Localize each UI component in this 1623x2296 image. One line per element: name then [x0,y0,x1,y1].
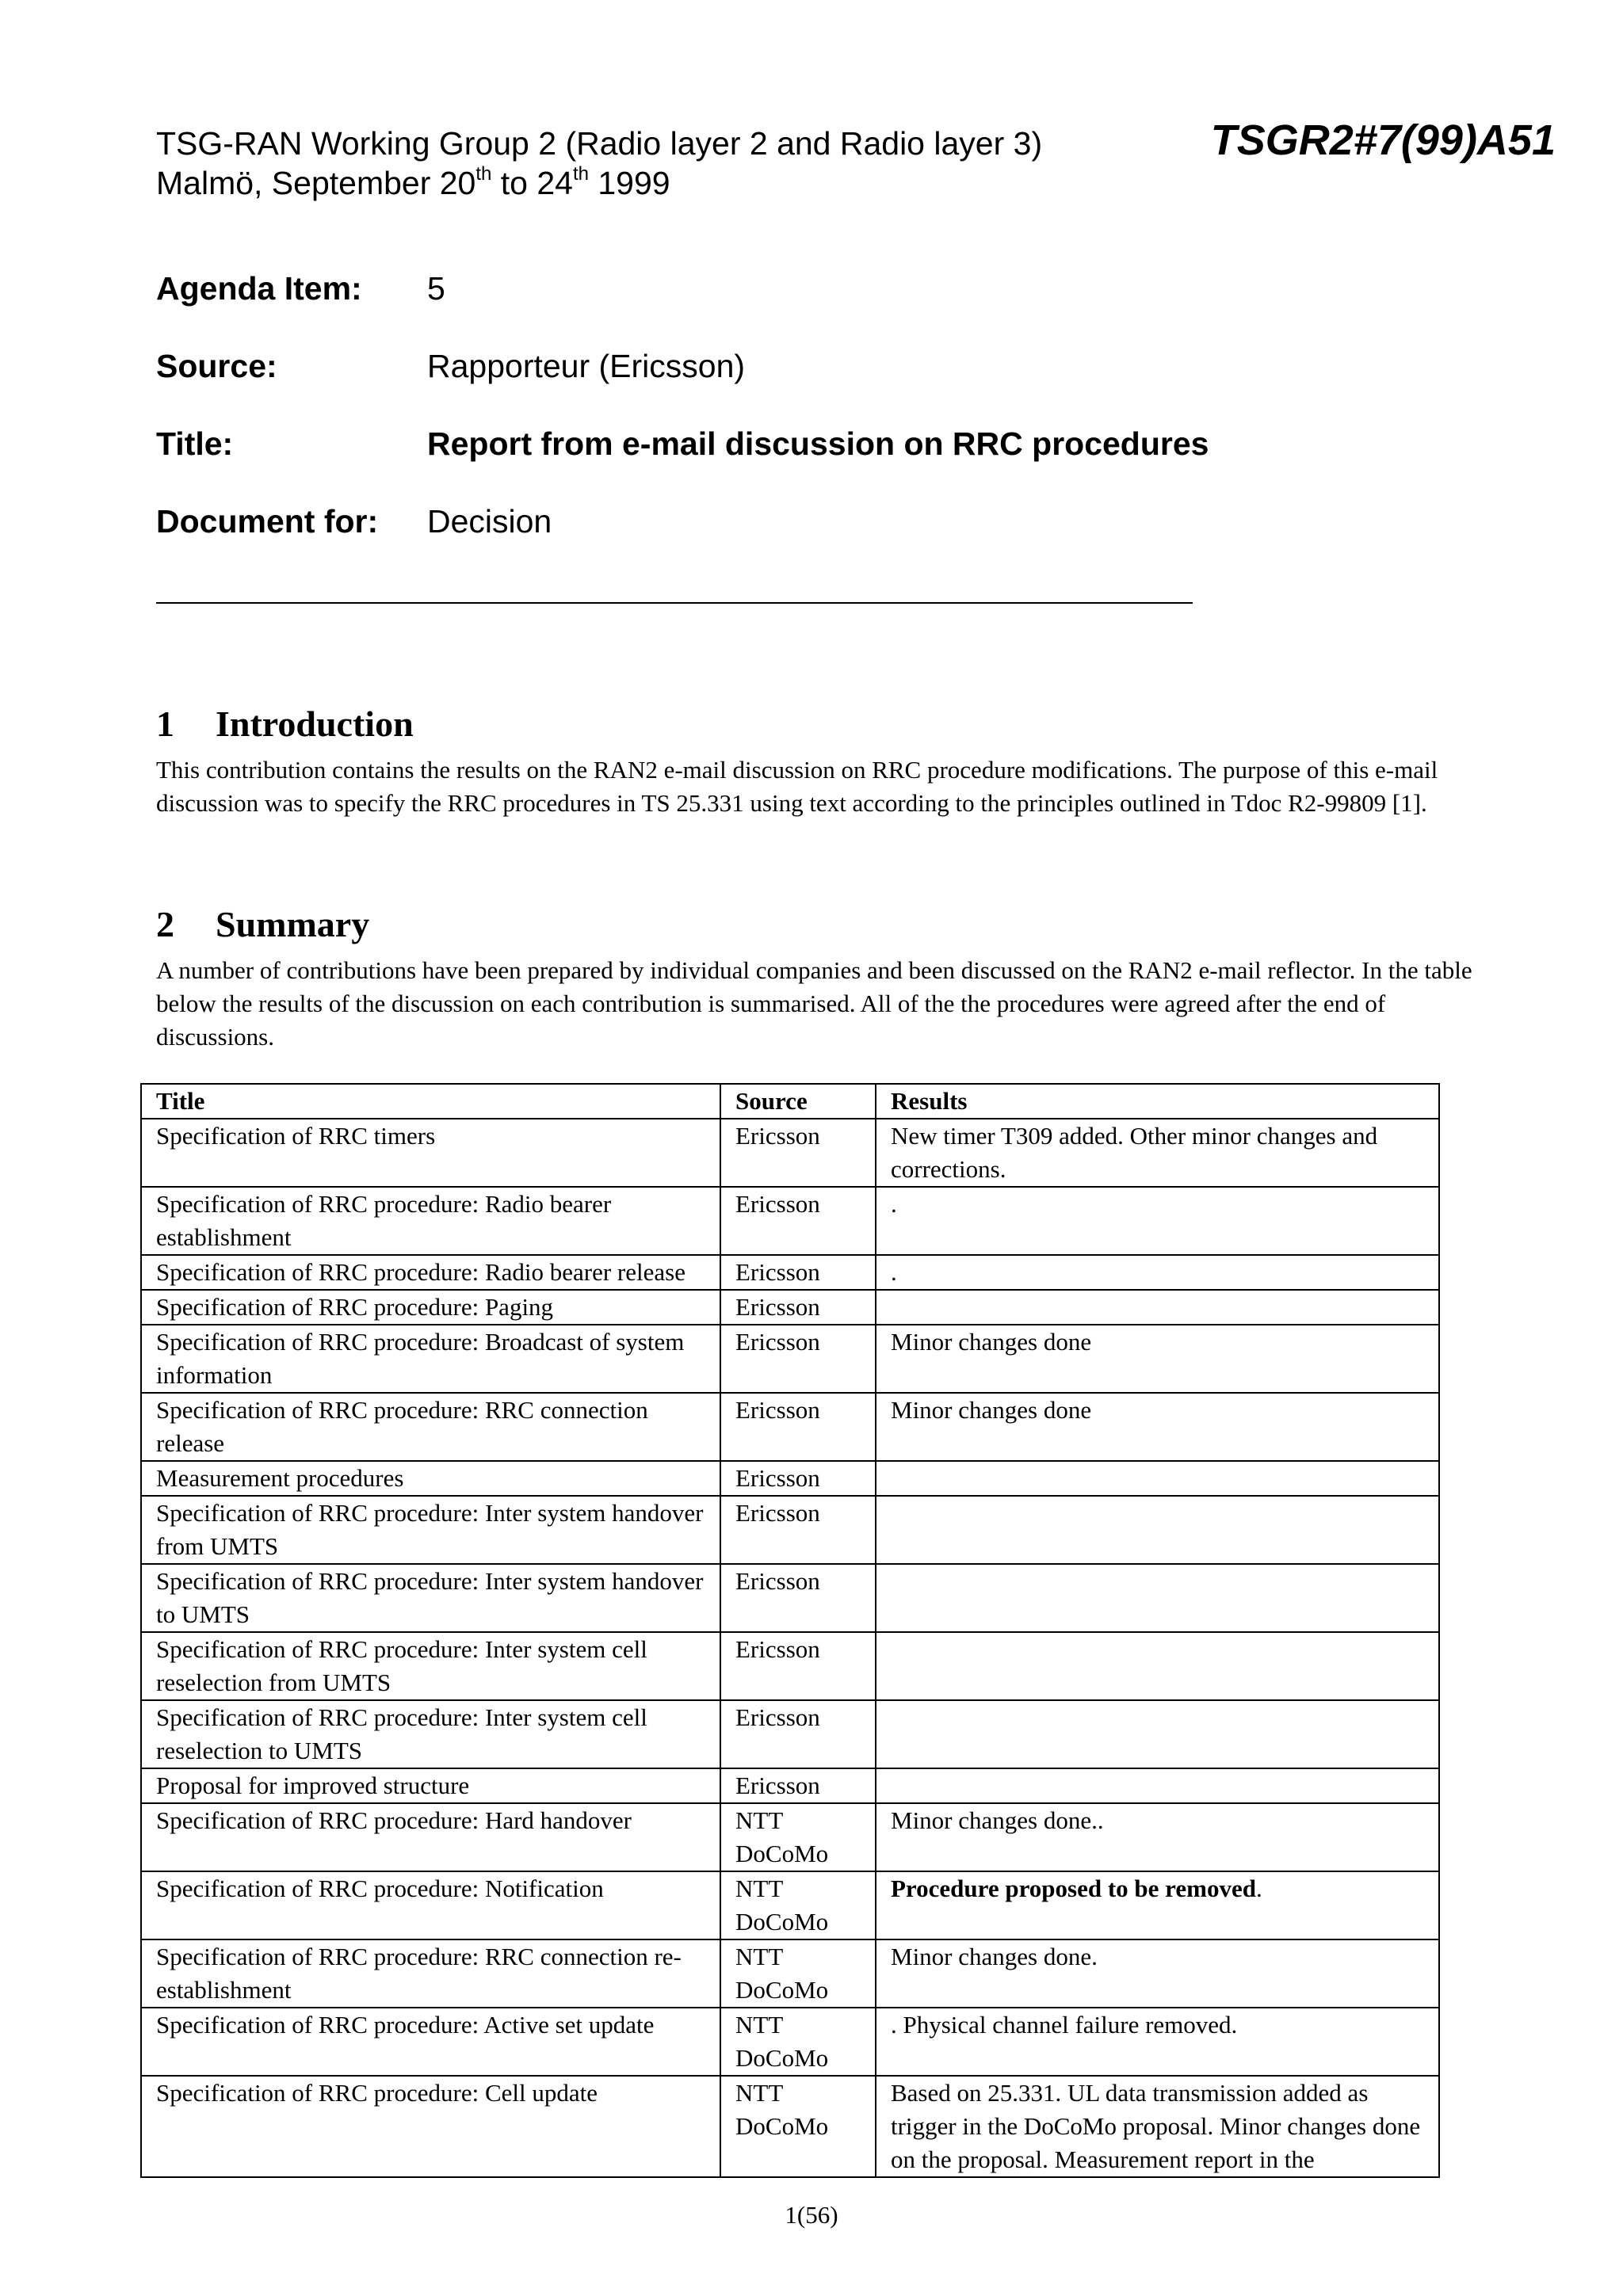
table-row [141,2076,1439,2177]
cell-title: Specification of RRC procedure: RRC connection re-establishment [141,1939,720,2008]
results-emphasis: Procedure proposed to be removed [891,1875,1256,1902]
cell-title: Specification of RRC procedure: Hard handover [141,1803,720,1871]
cell-title: Specification of RRC procedure: Inter system handover to UMTS [141,1564,720,1632]
cell-source: Ericsson [720,1496,876,1564]
header-title: Title [141,1084,720,1119]
header-source: Source [720,1084,876,1119]
results-tail: . [1255,1875,1262,1902]
cell-results: . [876,1187,1439,1255]
cell-results: Minor changes done [876,1325,1439,1393]
section-number: 2 [156,904,174,944]
section-heading-summary [156,903,369,945]
document-for-row [156,503,552,540]
cell-source: Ericsson [720,1700,876,1768]
cell-results: New timer T309 added. Other minor changes and corrections. [876,1119,1439,1187]
cell-title: Specification of RRC procedure: Notification [141,1871,720,1939]
cell-results [876,1700,1439,1768]
title-label: Title: [156,425,234,462]
meeting-header [156,125,1042,162]
section-title: Introduction [216,704,414,744]
section-number: 1 [156,704,174,744]
section-title: Summary [216,904,370,944]
source-label: Source: [156,348,277,384]
cell-results: Based on 25.331. UL data transmission added as trigger in the DoCoMo proposal. Minor changes done on the proposal. Measurement report in the [876,2076,1439,2177]
cell-source: Ericsson [720,1564,876,1632]
table-row [141,2008,1439,2076]
cell-title: Specification of RRC procedure: Active set update [141,2008,720,2076]
location-date-mid: to 24 [491,165,573,201]
cell-results [876,1290,1439,1325]
cell-title: Measurement procedures [141,1461,720,1496]
cell-results [876,1564,1439,1632]
document-for-label: Document for: [156,503,379,540]
cell-source: NTT DoCoMo [720,1803,876,1871]
cell-source: Ericsson [720,1325,876,1393]
cell-results [876,1632,1439,1700]
source-value: Rapporteur (Ericsson) [427,348,746,384]
cell-results: . [876,1255,1439,1290]
header-divider [156,602,1193,604]
cell-source: NTT DoCoMo [720,1871,876,1939]
cell-source: Ericsson [720,1255,876,1290]
document-number: TSGR2#7(99)A51 [1210,116,1556,164]
introduction-paragraph: This contribution contains the results on the RAN2 e-mail discussion on RRC procedure modifications. The purpose of this e-mail discussion was to specify the RRC procedures in TS 25.331 using text according to the principles outlined in Tdoc R2-99809 [1]. [156,756,1438,817]
cell-title: Specification of RRC procedure: RRC connection release [141,1393,720,1461]
cell-title: Specification of RRC procedure: Paging [141,1290,720,1325]
cell-title: Specification of RRC procedure: Broadcast of system information [141,1325,720,1393]
agenda-item-label: Agenda Item: [156,270,362,307]
summary-paragraph: A number of contributions have been prepared by individual companies and been discussed on the RAN2 e-mail reflector. In the table below the results of the discussion on each contribution is summarised. All of the the procedures were agreed after the end of discussions. [156,956,1472,1051]
table-row [141,1939,1439,2008]
date-ordinal-1: th [475,163,492,185]
cell-source: NTT DoCoMo [720,2076,876,2177]
title-row [156,425,1209,463]
table-row [141,1290,1439,1325]
cell-source: Ericsson [720,1187,876,1255]
table-row [141,1325,1439,1393]
header-results: Results [876,1084,1439,1119]
cell-title: Specification of RRC timers [141,1119,720,1187]
cell-results [876,1871,1439,1939]
table-row [141,1461,1439,1496]
table-row [141,1803,1439,1871]
cell-results: . Physical channel failure removed. [876,2008,1439,2076]
table-row [141,1187,1439,1255]
table-row [141,1632,1439,1700]
cell-source: Ericsson [720,1393,876,1461]
working-group: TSG-RAN Working Group 2 (Radio layer 2 and Radio layer 3) [156,125,1043,162]
cell-source: Ericsson [720,1119,876,1187]
cell-source: Ericsson [720,1632,876,1700]
cell-source: Ericsson [720,1290,876,1325]
cell-title: Specification of RRC procedure: Radio bearer release [141,1255,720,1290]
page-number: 1(56) [785,2201,838,2229]
document-for-value: Decision [427,503,552,540]
table-row [141,1700,1439,1768]
location-date-end: 1999 [588,165,670,201]
cell-results: Minor changes done. [876,1939,1439,2008]
cell-title: Specification of RRC procedure: Cell update [141,2076,720,2177]
cell-title: Specification of RRC procedure: Radio bearer establishment [141,1187,720,1255]
cell-title: Specification of RRC procedure: Inter system cell reselection to UMTS [141,1700,720,1768]
cell-results: Minor changes done.. [876,1803,1439,1871]
cell-source: Ericsson [720,1768,876,1803]
cell-results: Minor changes done [876,1393,1439,1461]
table-row [141,1119,1439,1187]
table-row [141,1564,1439,1632]
agenda-item-row [156,270,445,307]
results-table [140,1083,1440,2178]
cell-title: Proposal for improved structure [141,1768,720,1803]
table-row [141,1255,1439,1290]
table-row [141,1871,1439,1939]
cell-source: Ericsson [720,1461,876,1496]
cell-title: Specification of RRC procedure: Inter system cell reselection from UMTS [141,1632,720,1700]
date-ordinal-2: th [572,163,589,185]
cell-source: NTT DoCoMo [720,2008,876,2076]
table-row [141,1393,1439,1461]
cell-title: Specification of RRC procedure: Inter system handover from UMTS [141,1496,720,1564]
section-heading-introduction [156,703,414,745]
table-row [141,1768,1439,1803]
title-value: Report from e-mail discussion on RRC procedures [427,425,1209,462]
location-date-start: Malmö, September 20 [156,165,476,201]
meeting-location-date [156,165,670,202]
agenda-item-value: 5 [427,270,445,307]
source-row [156,348,745,385]
table-header-row [141,1084,1439,1119]
cell-results [876,1768,1439,1803]
table-row [141,1496,1439,1564]
cell-results [876,1461,1439,1496]
cell-source: NTT DoCoMo [720,1939,876,2008]
cell-results [876,1496,1439,1564]
